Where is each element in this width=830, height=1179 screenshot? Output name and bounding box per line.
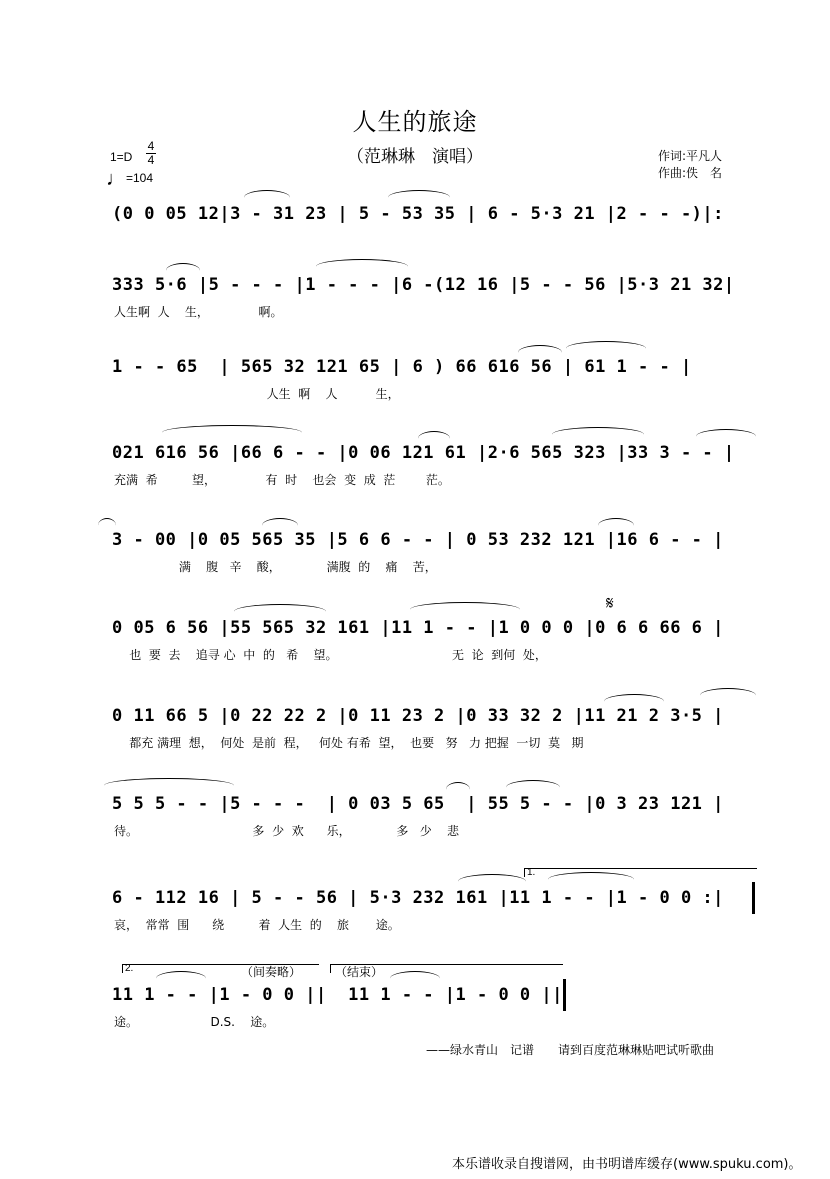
slur-mark (696, 429, 756, 444)
score-line-3 (0, 357, 830, 417)
end-note: （结束） (335, 965, 384, 979)
lyric-line: 充满 希 望， 有 时 也会 变 成 茫 茫。 (114, 473, 450, 487)
slur-mark (262, 518, 298, 533)
slur-mark (244, 190, 290, 205)
lyric-line: 哀， 常常 围 绕 着 人生 的 旅 途。 (114, 918, 400, 932)
slur-mark (166, 263, 200, 278)
segno-sign: 𝄋 (606, 593, 614, 614)
song-title: 人生的旅途 (352, 108, 478, 136)
time-signature-bottom: 4 (147, 153, 155, 167)
slur-mark (390, 971, 440, 986)
lyricist-credit: 作词:平凡人 (658, 149, 723, 163)
score-line-2 (0, 275, 830, 335)
slur-mark (162, 425, 302, 440)
slur-mark (518, 345, 562, 360)
notation-line: 5 5 5 - - |5 - - - | 0 03 5 65 | 55 5 - - |0 3 23 121 | (112, 794, 724, 814)
slur-mark (388, 190, 450, 205)
score-line-10 (0, 985, 830, 1045)
notation-line: 0 05 6 56 |55 565 32 161 |11 1 - - |1 0 0 0 |0 6 6 66 6 | (112, 618, 724, 638)
interlude-note: （间奏略） (241, 965, 302, 979)
second-ending-bracket (122, 963, 319, 979)
notation-line: 3 - 00 |0 05 565 35 |5 6 6 - - | 0 53 232 121 |16 6 - - | (112, 530, 724, 550)
notation-line: (0 0 05 12|3 - 31 23 | 5 - 53 35 | 6 - 5·3 21 |2 - - -)|: (112, 204, 724, 224)
lyric-line: 都充 满理 想， 何处 是前 程， 何处 有希 望， 也要 努 力 把握 一切 莫 期 (114, 736, 584, 750)
slur-mark (234, 604, 326, 619)
score-line-8 (0, 794, 830, 854)
lyric-line: 待。 多 少 欢 乐， 多 少 悲 (114, 824, 460, 838)
notation-line: 0 11 66 5 |0 22 22 2 |0 11 23 2 |0 33 32 2 |11 21 2 3·5 | (112, 706, 724, 726)
slur-mark (410, 602, 520, 617)
slur-mark (316, 259, 408, 274)
second-ending-label: 2. (125, 963, 134, 974)
quarter-note-icon: ♩ (106, 168, 126, 190)
score-line-7 (0, 706, 830, 766)
slur-mark (598, 518, 634, 533)
lyric-line: 人生啊 人 生， 啊。 (114, 305, 283, 319)
coda-ending-bracket (330, 964, 563, 979)
slur-mark (446, 782, 470, 797)
score-line-6 (0, 618, 830, 678)
key-signature: 1=D (110, 150, 133, 164)
slur-mark (98, 518, 116, 533)
slur-mark (604, 694, 664, 709)
final-bar (563, 979, 566, 1011)
transcriber-credit: ——绿水青山 记谱 请到百度范琳琳贴吧试听歌曲 (426, 1043, 715, 1057)
score-line-5 (0, 530, 830, 590)
notation-line: 11 1 - - |1 - 0 0 || 11 1 - - |1 - 0 0 || (112, 985, 563, 1005)
composer-credit: 作曲:佚 名 (658, 166, 723, 180)
lyric-line: 满 腹 辛 酸， 满腹 的 痛 苦， (114, 560, 437, 574)
lyric-line: 也 要 去 追寻 心 中 的 希 望。 无 论 到何 处， (114, 648, 547, 662)
slur-mark (552, 427, 644, 442)
slur-mark (700, 688, 756, 703)
slur-mark (458, 874, 526, 889)
slur-mark (548, 872, 634, 887)
first-ending-label: 1. (527, 867, 536, 878)
slur-mark (156, 971, 206, 986)
source-notice: 本乐谱收录自搜谱网，由书明谱库缓存(www.spuku.com)。 (452, 1157, 802, 1172)
lyric-line: 人生 啊 人 生， (114, 387, 400, 401)
score-line-1 (0, 204, 830, 264)
tempo-value: =104 (126, 171, 154, 185)
lyric-line: 途。 D.S. 途。 (114, 1015, 275, 1029)
notation-line: 6 - 112 16 | 5 - - 56 | 5·3 232 161 |11 1 - - |1 - 0 0 :| (112, 888, 724, 908)
notation-line: 333 5·6 |5 - - - |1 - - - |6 -(12 16 |5 - - 56 |5·3 21 32| (112, 275, 735, 295)
score-line-9 (0, 888, 830, 948)
tempo-marking (106, 168, 153, 191)
performer-subtitle: （范琳琳 演唱） (347, 147, 483, 167)
credits-block (658, 148, 722, 182)
time-signature-top: 4 (147, 139, 155, 153)
slur-mark (104, 778, 234, 793)
slur-mark (566, 341, 646, 356)
slur-mark (418, 431, 450, 446)
score-line-4 (0, 443, 830, 503)
repeat-end-bar (752, 882, 755, 914)
time-signature (146, 140, 156, 167)
notation-line: 021 616 56 |66 6 - - |0 06 121 61 |2·6 565 323 |33 3 - - | (112, 443, 735, 463)
slur-mark (506, 780, 560, 795)
notation-line: 1 - - 65 | 565 32 121 65 | 6 ) 66 616 56 | 61 1 - - | (112, 357, 692, 377)
